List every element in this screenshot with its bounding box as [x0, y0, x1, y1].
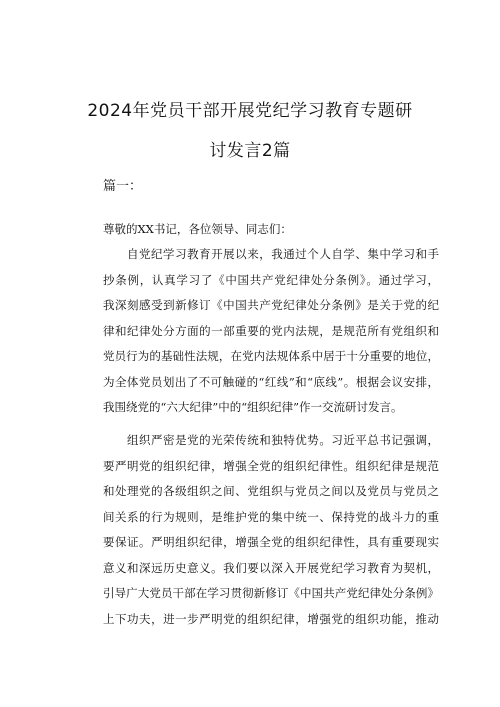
paragraph-line: 我深刻感受到新修订《中国共产党纪律处分条例》是关于党的纪 — [103, 298, 439, 312]
section-heading: 篇一： — [103, 179, 143, 194]
paragraph-line: 要保证。严明组织纪律，增强全党的组织纪律性，具有重要现实 — [103, 535, 439, 549]
paragraph-line: 间关系的行为规则，是维护党的集中统一、保持党的战斗力的重 — [103, 509, 439, 524]
paragraph-line: 律和纪律处分方面的一部重要的党内法规，是规范所有党组织和 — [103, 323, 439, 338]
document-title-line-2: 讨发言2篇 — [209, 141, 291, 161]
paragraph-line: 自党纪学习教育开展以来，我通过个人自学、集中学习和手 — [127, 247, 439, 261]
paragraph-line: 抄条例，认真学习了《中国共产党纪律处分条例》。通过学习， — [103, 272, 439, 287]
paragraph-line: 党员行为的基础性法规，在党内法规体系中居于十分重要的地位， — [103, 349, 439, 363]
paragraph-1 — [103, 242, 439, 421]
salutation: 尊敬的XX书记，各位领导、同志们： — [103, 222, 292, 236]
paragraph-line: 我围绕党的“六大纪律”中的“组织纪律”作一交流研讨发言。 — [103, 400, 403, 414]
paragraph-line: 组织严密是党的光荣传统和独特优势。习近平总书记强调， — [127, 433, 439, 447]
paragraph-line: 要严明党的组织纪律，增强全党的组织纪律性。组织纪律是规范 — [103, 458, 439, 473]
paragraph-line: 上下功夫，进一步严明党的组织纪律，增强党的组织功能，推动 — [103, 611, 439, 626]
paragraph-line: 引导广大党员干部在学习贯彻新修订《中国共产党纪律处分条例》 — [103, 586, 439, 600]
document-title-line-1: 2024年党员干部开展党纪学习教育专题研 — [87, 101, 413, 121]
paragraph-line: 和处理党的各级组织之间、党组织与党员之间以及党员与党员之 — [103, 484, 439, 498]
paragraph-line: 意义和深远历史意义。我们要以深入开展党纪学习教育为契机， — [103, 560, 439, 575]
paragraph-line: 为全体党员划出了不可触碰的“红线”和“底线”。根据会议安排， — [103, 374, 439, 389]
paragraph-2 — [103, 428, 439, 632]
